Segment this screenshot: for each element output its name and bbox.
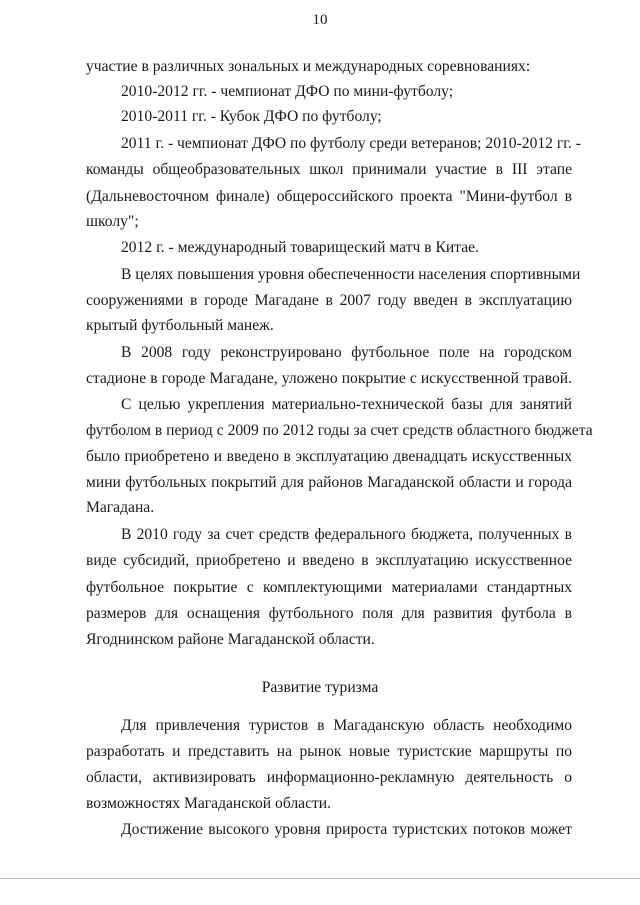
page-number: 10 [312, 12, 328, 28]
text-line: мини футбольных покрытий для районов Магаданской области и города [86, 474, 572, 491]
paragraph-first-line: В 2010 году за счет средств федерального бюджета, полученных в [121, 526, 572, 543]
paragraph-first-line: Достижение высокого уровня прироста туристских потоков может [121, 821, 572, 838]
text-line: было приобретено и введено в эксплуатацию двенадцать искусственных [86, 448, 572, 465]
text-line: 2011 г. - чемпионат ДФО по футболу среди ветеранов; 2010-2012 гг. - [121, 135, 581, 152]
text-line: возможностях Магаданской области. [86, 795, 332, 812]
text-line: футбольное покрытие с комплектующими материалами стандартных [86, 579, 572, 596]
text-line: сооружениями в городе Магадане в 2007 году введен в эксплуатацию [86, 292, 572, 309]
text-line: размеров для оснащения футбольного поля для развития футбола в [86, 605, 572, 622]
text-line: школу"; [86, 213, 139, 230]
text-line: Магадана. [86, 499, 155, 516]
text-line: области, активизировать информационно-рекламную деятельность о [86, 769, 572, 786]
text-line: (Дальневосточном финале) общероссийского проекта "Мини-футбол в [86, 188, 572, 205]
text-line: 2010-2011 гг. - Кубок ДФО по футболу; [121, 108, 382, 125]
text-line: крытый футбольный манеж. [86, 317, 274, 334]
text-line: футболом в период с 2009 по 2012 годы за счет средств областного бюджета [86, 422, 593, 439]
text-line: 2012 г. - международный товарищеский матч в Китае. [121, 239, 479, 256]
paragraph-first-line: С целью укрепления материально-технической базы для занятий [121, 396, 572, 413]
text-line: разработать и представить на рынок новые туристские маршруты по [86, 743, 572, 760]
text-line: 2010-2012 гг. - чемпионат ДФО по мини-футболу; [121, 83, 454, 100]
section-heading: Развитие туризма [261, 679, 379, 696]
page-bottom-rule [0, 878, 640, 879]
text-line: команды общеобразовательных школ принимали участие в III этапе [86, 161, 572, 178]
paragraph-first-line: В 2008 году реконструировано футбольное поле на городском [121, 344, 572, 361]
text-line: Ягоднинском районе Магаданской области. [86, 631, 375, 648]
paragraph-first-line: Для привлечения туристов в Магаданскую область необходимо [121, 717, 572, 734]
text-line: виде субсидий, приобретено и введено в эксплуатацию искусственное [86, 552, 572, 569]
paragraph-first-line: В целях повышения уровня обеспеченности населения спортивными [121, 266, 581, 283]
text-line: участие в различных зональных и международных соревнованиях: [86, 58, 531, 75]
text-line: стадионе в городе Магадане, уложено покрытие с искусственной травой. [86, 370, 572, 387]
